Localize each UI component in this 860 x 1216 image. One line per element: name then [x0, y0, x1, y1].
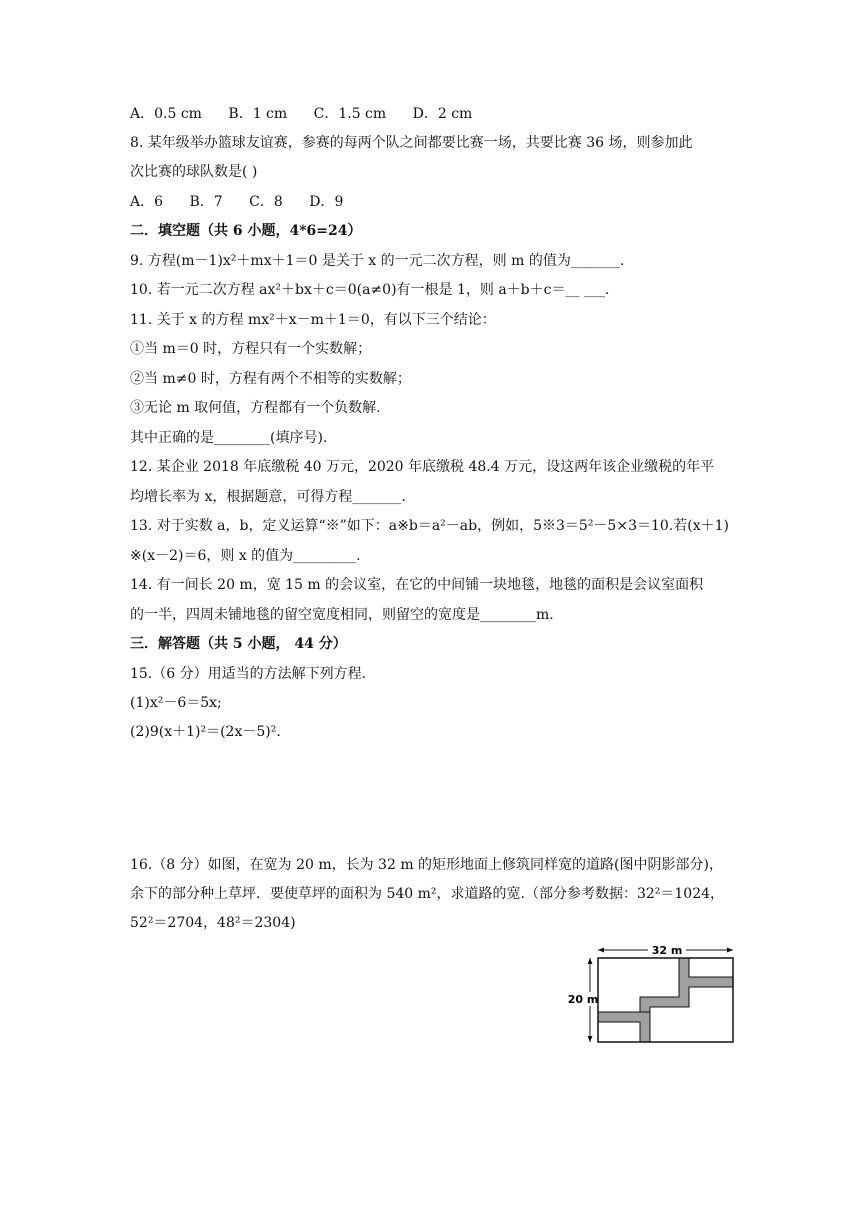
height-label: 20 m	[567, 993, 599, 1006]
height-arrow-bottom	[588, 1036, 593, 1042]
q12-line2: 均增长率为 x，根据题意，可得方程_______.	[130, 489, 406, 505]
q16-line1: 16.（8 分）如图，在宽为 20 m，长为 32 m 的矩形地面上修筑同样宽的道路(图中阴影部分)，	[130, 857, 723, 873]
q11-conclusion-1: ①当 m＝0 时，方程只有一个实数解；	[130, 341, 372, 357]
q13-line1: 13. 对于实数 a，b，定义运算“※”如下：a※b＝a²－ab，例如，5※3＝5²－5×3＝10.若(x＋1)	[130, 518, 729, 534]
section2-title: 二．填空题（共 6 小题，4*6=24）	[130, 223, 362, 239]
q14-line1: 14. 有一间长 20 m，宽 15 m 的会议室，在它的中间铺一块地毯，地毯的面积是会议室面积	[130, 577, 704, 593]
choice-c: C．1.5 cm	[313, 106, 387, 122]
q12-line1: 12. 某企业 2018 年底缴税 40 万元，2020 年底缴税 48.4 万元，设这两年该企业缴税的年平	[130, 459, 715, 475]
choice-b: B．1 cm	[228, 106, 288, 122]
q16-line3: 52²＝2704，48²＝2304)	[130, 915, 296, 931]
q7-choices	[130, 104, 494, 124]
q11-ask: 其中正确的是________(填序号).	[130, 430, 328, 446]
q8-choices	[130, 192, 365, 212]
choice-b: B．7	[189, 194, 223, 210]
height-arrow-top	[588, 958, 593, 964]
choice-d: D．2 cm	[412, 106, 473, 122]
choice-a: A．6	[130, 194, 164, 210]
q15-part2: (2)9(x＋1)²＝(2x－5)².	[130, 724, 281, 740]
q15-part1: (1)x²－6＝5x;	[130, 695, 222, 711]
width-arrow-right	[727, 948, 733, 953]
q16-line2: 余下的部分种上草坪．要使草坪的面积为 540 m²，求道路的宽.（部分参考数据：32²＝1024，	[130, 886, 725, 902]
q9: 9. 方程(m－1)x²＋mx＋1＝0 是关于 x 的一元二次方程，则 m 的值为_______.	[130, 253, 625, 269]
q8-line1: 8. 某年级举办篮球友谊赛，参赛的每两个队之间都要比赛一场，共要比赛 36 场，则参加此	[130, 135, 693, 151]
width-label: 32 m	[651, 944, 683, 957]
q11-conclusion-3: ③无论 m 取何值，方程都有一个负数解.	[130, 400, 381, 416]
width-arrow-left	[598, 948, 604, 953]
q10: 10. 若一元二次方程 ax²＋bx＋c＝0(a≠0)有一根是 1，则 a＋b＋c＝__ ___.	[130, 282, 610, 298]
q8-line2: 次比赛的球队数是( )	[130, 164, 258, 180]
q11-conclusion-2: ②当 m≠0 时，方程有两个不相等的实数解；	[130, 371, 411, 387]
road-shaded-region	[598, 958, 733, 1042]
choice-d: D．9	[309, 194, 344, 210]
q11-stem: 11. 关于 x 的方程 mx²＋x－m＋1＝0，有以下三个结论：	[130, 312, 496, 328]
choice-c: C．8	[249, 194, 283, 210]
q14-line2: 的一半，四周未铺地毯的留空宽度相同，则留空的宽度是________m.	[130, 607, 554, 623]
section3-title: 三．解答题（共 5 小题， 44 分）	[130, 636, 347, 652]
q15-stem: 15.（6 分）用适当的方法解下列方程.	[130, 666, 367, 682]
q13-line2: ※(x－2)＝6，则 x 的值为_________.	[130, 548, 361, 564]
road-diagram	[562, 940, 737, 1046]
choice-a: A．0.5 cm	[130, 106, 202, 122]
